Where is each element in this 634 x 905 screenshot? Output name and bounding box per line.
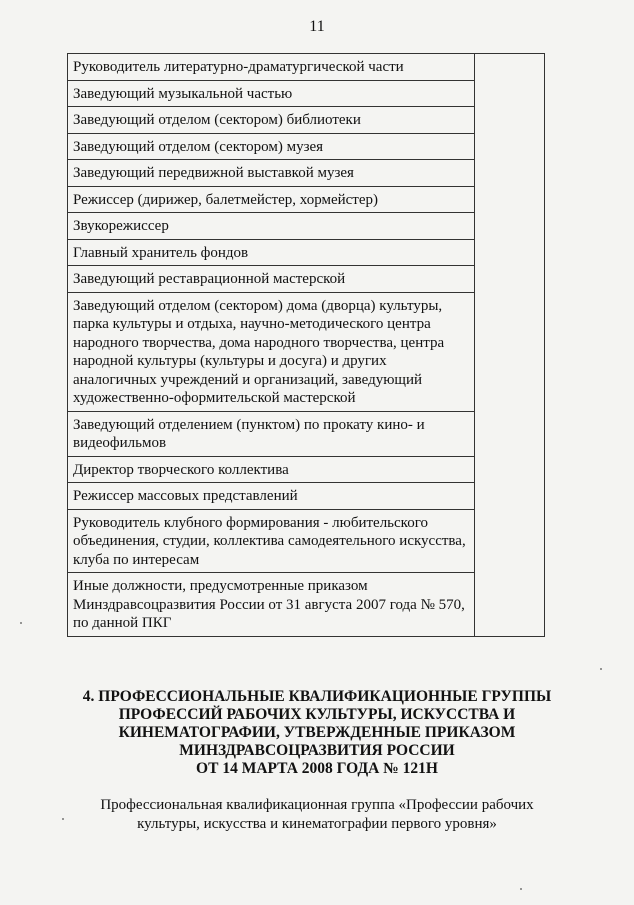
table-row [68, 573, 545, 637]
table-row [68, 133, 545, 160]
position-name-cell: Главный хранитель фондов [68, 239, 475, 266]
table-row [68, 54, 545, 81]
scan-speck [62, 818, 64, 820]
table-row [68, 509, 545, 573]
table-row [68, 456, 545, 483]
table-row [68, 239, 545, 266]
position-name-cell: Звукорежиссер [68, 213, 475, 240]
position-name-cell: Заведующий отделом (сектором) дома (дворца) культуры, парка культуры и отдыха, научно-методического центра народного творчества, дома народного творчества, центра народной культуры (культуры и досуга) и других аналогичных учреждений и организаций, заведующий художественно-оформительской мастерской [68, 292, 475, 411]
position-name-cell: Заведующий отделением (пунктом) по прокату кино- и видеофильмов [68, 411, 475, 456]
position-name-cell: Иные должности, предусмотренные приказом Минздравсоцразвития России от 31 августа 2007 года № 570, по данной ПКГ [68, 573, 475, 637]
position-name-cell: Руководитель клубного формирования - любительского объединения, студии, коллектива самодеятельного искусства, клуба по интересам [68, 509, 475, 573]
subsection-title [40, 796, 594, 834]
position-name-cell: Заведующий музыкальной частью [68, 80, 475, 107]
page-number: 11 [309, 18, 325, 35]
table-row [68, 292, 545, 411]
section-heading-line: ОТ 14 МАРТА 2008 ГОДА № 121Н [196, 760, 438, 777]
table-row [68, 160, 545, 187]
empty-column-cell [475, 54, 545, 637]
table-row [68, 411, 545, 456]
table-row [68, 186, 545, 213]
section-heading [40, 688, 594, 778]
position-name-cell: Заведующий реставрационной мастерской [68, 266, 475, 293]
position-name-cell: Режиссер (дирижер, балетмейстер, хормейстер) [68, 186, 475, 213]
section-heading-line: КИНЕМАТОГРАФИИ, УТВЕРЖДЕННЫЕ ПРИКАЗОМ [118, 724, 516, 741]
scan-speck [520, 888, 522, 890]
subsection-title-line: Профессиональная квалификационная группа «Профессии рабочих [100, 797, 534, 813]
table-row [68, 483, 545, 510]
table-row [68, 80, 545, 107]
table-row [68, 107, 545, 134]
subsection-title-line: культуры, искусства и кинематографии первого уровня» [137, 816, 497, 832]
scan-speck [20, 622, 22, 624]
section-heading-line: 4. ПРОФЕССИОНАЛЬНЫЕ КВАЛИФИКАЦИОННЫЕ ГРУППЫ [82, 688, 552, 705]
section-heading-line: ПРОФЕССИЙ РАБОЧИХ КУЛЬТУРЫ, ИСКУССТВА И [118, 706, 516, 723]
position-name-cell: Режиссер массовых представлений [68, 483, 475, 510]
table-row [68, 266, 545, 293]
position-name-cell: Руководитель литературно-драматургической части [68, 54, 475, 81]
position-name-cell: Заведующий передвижной выставкой музея [68, 160, 475, 187]
table-row [68, 213, 545, 240]
section-heading-line: МИНЗДРАВСОЦРАЗВИТИЯ РОССИИ [179, 742, 455, 759]
position-name-cell: Директор творческого коллектива [68, 456, 475, 483]
positions-table [67, 53, 545, 637]
position-name-cell: Заведующий отделом (сектором) библиотеки [68, 107, 475, 134]
position-name-cell: Заведующий отделом (сектором) музея [68, 133, 475, 160]
scan-speck [600, 668, 602, 670]
